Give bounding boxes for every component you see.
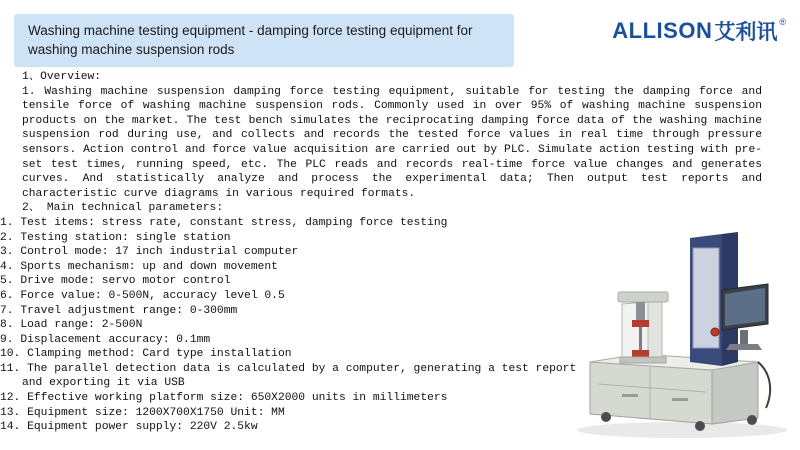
equipment-photo xyxy=(562,212,792,442)
list-item: 1. Test items: stress rate, constant stress, damping force testing xyxy=(0,216,448,229)
list-item: 14. Equipment power supply: 220V 2.5kw xyxy=(0,421,258,434)
overview-heading: 1、Overview: xyxy=(22,71,102,83)
parameters-heading: 2、 Main technical parameters: xyxy=(22,202,224,215)
list-item: 8. Load range: 2-500N xyxy=(0,319,143,332)
list-item: 9. Displacement accuracy: 0.1mm xyxy=(0,333,211,346)
registered-trademark-icon: ® xyxy=(779,17,786,27)
list-item: 12. Effective working platform size: 650X2000 units in millimeters xyxy=(0,392,448,405)
list-item: 2. Testing station: single station xyxy=(0,231,231,244)
overview-paragraph: 1. Washing machine suspension damping force testing equipment, suitable for testing the damping force and tensile force of washing machine suspension rods. Commonly used in over 95% of washing machine suspension products on the market. The test bench simulates the reciprocating damping force data of the washing machine suspension rod during use, and collects and records the tested force values in real time through pressure sensors. Action control and force value acquisition are carried out by PLC. Simulate action testing with pre-set test times, running speed, etc. The PLC reads and records real-time force value changes and generates curves. And statistically analyze and process the experimental data; Then output test reports and characteristic curve diagrams in various required formats. xyxy=(22,85,762,200)
page-title-box xyxy=(14,14,514,67)
page-title: Washing machine testing equipment - damping force testing equipment for washing machine suspension rods xyxy=(28,23,473,57)
list-item: 5. Drive mode: servo motor control xyxy=(0,275,231,288)
list-item: 13. Equipment size: 1200X700X1750 Unit: MM xyxy=(0,406,285,419)
list-item: 6. Force value: 0-500N, accuracy level 0.5 xyxy=(0,289,285,302)
brand-logo xyxy=(612,16,786,46)
brand-name: ALLISON xyxy=(612,18,713,43)
list-item: 7. Travel adjustment range: 0-300mm xyxy=(0,304,238,317)
list-item: 4. Sports mechanism: up and down movement xyxy=(0,260,278,273)
list-item: 10. Clamping method: Card type installation xyxy=(0,348,292,361)
page-header xyxy=(0,0,800,68)
list-item: 3. Control mode: 17 inch industrial computer xyxy=(0,246,299,259)
list-item: 11. The parallel detection data is calculated by a computer, generating a test report and exporting it via USB xyxy=(0,362,584,390)
brand-name-chinese: 艾利讯 xyxy=(714,21,778,44)
